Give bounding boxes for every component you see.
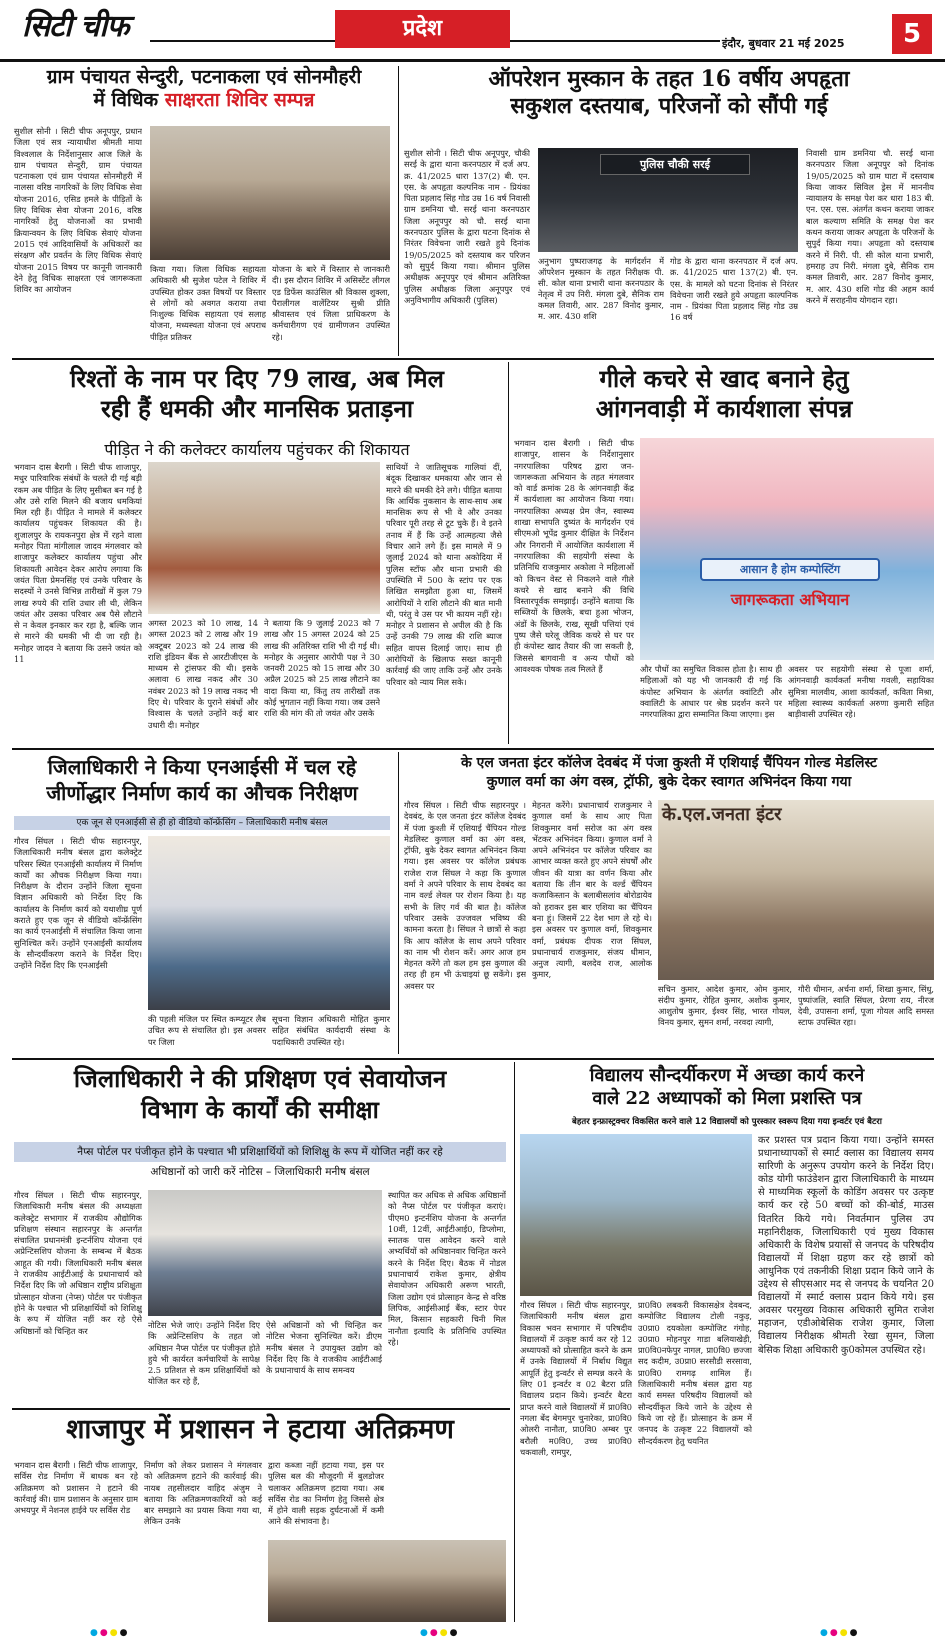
article7-column4: स्थापित कर अधिक से अधिक अधिष्ठानों को नैप्स पोर्टल पर पंजीकृत कराएं। पीएम0 इन्टर्नशिप योजना के अन्तर्गत 10वीं, 12वीं, आईटीआई0, डिप्लोमा, स्नातक पास आवेदन करने वाले अभ्यर्थियों को अधिष्ठानवार चिन्हित करने करने के निर्देश दिए। बैठक में नोडल प्रधानाचार्य राकेश कुमार, क्षेत्रीय सेवायोजन अधिकारी अरूण भारती, जिला उद्योग एवं प्रोत्साहन केन्द्र से वरिष्ठ लिपिक, आईसीआई बैंक, स्टार पेपर मिल, किसान सहकारी चिनी मिल नानौता इत्यादि के प्रतिनिधि उपस्थित रहे।: [388, 1190, 506, 1347]
article8-headline-line1: विद्यालय सौन्दर्यीकरण में अच्छा कार्य करने: [589, 1065, 865, 1086]
article2-headline: [404, 66, 934, 120]
article7-photo: [148, 1190, 382, 1316]
article8-photo: [520, 1134, 752, 1296]
article5-headline-line2: जीर्णोद्धार निर्माण कार्य का औचक निरीक्षण: [46, 781, 358, 805]
article8-column2: प्रा0वि0 लबकरी विकासक्षेत्र देवबन्द, कम्पोजिट विद्यालय टोली नकुड़, उ0प्रा0 दयकोला कम्पोजिट गंगोह, उ0प्रा0 मोहनपुर गाडा बलियाखेड़ी, प्रा0वि0नफेपुर नागल, प्रा0वि0 छज्जा सद कदीम, उ0प्रा0 सरसौडी सरसावा, प्रा0वि0 रामगढ़ शामिल हैं। जिलाधिकारी मनीष बंसल द्वारा यह कार्य समस्त परिषदीय विद्यालयों को सौन्दर्यीकृत किये जाने के उद्देश्य से किये जा रहे हैं। प्रोत्साहन के क्रम में जनपद के उत्कृष्ट 22 विद्यालयों को सौन्दर्यकरण हेतु चयनित: [638, 1300, 752, 1446]
article4-column1: भगवान दास बैरागी । सिटी चीफ शाजापुर, शासन के निर्देशानुसार नगरपालिका परिषद द्वारा जन-जागरूकता अभियान के तहत मंगलवार को वार्ड क्रमांक 28 के आंगनवाड़ी केंद्र में कार्यशाला का आयोजन किया गया। नगरपालिका अध्यक्ष प्रेम जैन, स्वास्थ्य शाखा सभापति दुष्यंत के मार्गदर्शन एवं सीएमओ भूपेंद्र कुमार दीक्षित के निर्देशन और निगरानी में आयोजित कार्यशाला में नगरपालिका की सहयोगी संस्था के प्रतिनिधि राजकुमार अकोला ने महिलाओं को किचन वेस्ट से निकलने वाले गीले कचरे से खाद बनाने की विधि विस्तारपूर्वक समझाई। उन्होंने बताया कि सब्जियों के छिलके, बचा हुआ भोजन, अंडों के छिलके, राख, सूखी पत्तियां एवं पुष्प जैसे घरेलू जैविक कचरे से घर पर ही कंपोस्ट खाद तैयार की जा सकती है, जिससे बागवानी व अन्य पौधों को आवश्यक पोषक तत्व मिलते हैं: [514, 438, 634, 674]
article2-headline-line2: सकुशल दस्तयाब, परिजनों को सौंपी गई: [510, 92, 828, 119]
article2-column3: गोड के द्वारा थाना करनपठार में दर्ज अप. क्र. 41/2025 धारा 137(2) बी. एन. एस. के मामले को घटना दिनांक से निरंतर विवेचना जारी रखते हुये अपहृता काल्पनिक नाम - प्रियंका पिता प्रहलाद सिंह गोड उम्र 16 वर्ष: [670, 256, 798, 323]
article4-photo: [640, 438, 934, 660]
masthead-rule-right: [510, 40, 720, 42]
article3-photo: [148, 462, 380, 614]
article7-column1: गौरव सिंघल । सिटी चीफ सहारनपुर, जिलाधिकारी मनीष बंसल की अध्यक्षता कलेक्ट्रेट सभागार में राजकीय औद्योगिक प्रशिक्षण संस्थान सहारनपुर के अन्तर्गत संचालित प्रधानमंत्री इन्टर्नशिप योजना एवं अप्रेन्टिसशिप योजना के सम्बन्ध में बैठक आहूत की गयी। जिलाधिकारी मनीष बंसल ने राजकीय आईटीआई के प्रधानाचार्य को निर्देश दिए कि जो अधिष्ठान राष्ट्रीय प्रशिक्षुता प्रोत्साहन योजना (नेप्स) पोर्टल पर पंजीकृत होने के पश्चात भी प्रशिक्षार्थियों को शिशिक्षु के रूप में योजित नहीं कर रहे ऐसे अधिष्ठानों को चिन्हित कर: [14, 1190, 142, 1336]
article8-headline-line2: वाले 22 अध्यापकों को मिला प्रशस्ति पत्र: [592, 1088, 862, 1110]
section-rule: [12, 748, 934, 750]
article6-caption1: सचिन कुमार, आदेश कुमार, ओम कुमार, संदीप कुमार, रोहित कुमार, अशोक कुमार, आशुतोष कुमार, ईश्वर सिंह, भारत गोयल, विनय कुमार, सुमन शर्मा, नरवदा त्यागी,: [658, 984, 792, 1027]
article6-photo: [658, 800, 934, 980]
article6-headline-line1: के एल जनता इंटर कॉलेज देवबंद में पंजा कुश्ती में एशियाई चैंपियन गोल्ड मेडलिस्ट: [460, 755, 878, 771]
article8-column3: कर प्रशस्त पत्र प्रदान किया गया। उन्होंने समस्त प्रधानाध्यापकों से स्मार्ट क्लास का विद्यालय समय सारिणी के अनुरूप उपयोग करने के निर्देश दिए। कोड योगी फाउंडेशन द्वारा जिलाधिकारी के माध्यम से माध्यमिक स्कूलों के कोडिंग अवसर पर उत्कृष्ट कार्य कर रहे 50 बच्चों को की-बोर्ड, माउस वितरित किये गये। निवर्तमान पुलिस उप महानिरीक्षक, जिलाधिकारी एवं मुख्य विकास अधिकारी के विशेष प्रयासों से जनपद के परिषदीय विद्यालयों में शिक्षा ग्रहण कर रहे छात्रों को आधुनिक एवं तकनीकी शिक्षा प्रदान किये जाने के उद्देश्य से सीएसआर मद से जनपद के चयनित 20 विद्यालयों में स्मार्ट क्लास प्रदान किये गये। इस अवसर परमुख्य विकास अधिकारी सुमित राजेश महाजन, एडीओबेसिक राजेश कुमार, जिला विद्यालय निरीक्षक श्रीमती रेखा सुमन, जिला बेसिक शिक्षा अधिकारी कु0कोमल उपस्थित रहे।: [758, 1135, 934, 1356]
article8-column1: गौरव सिंघल । सिटी चीफ सहारनपुर, जिलाधिकारी मनीष बंसल द्वारा विकास भवन सभागार में परिषदीय विद्यालयों में उत्कृष्ट कार्य कर रहे 12 अध्यापकों को प्रोत्साहित करने के क्रम में उनके विद्यालयों में निर्बाध विद्युत आपूर्ति हेतु इन्वर्टर से सम्पन्न करने के लिए 01 इन्वर्टर व 02 बैटरा प्रति विद्यालय प्रदान किये। इन्वर्टर बैटरा प्राप्त करने वाले विद्यालयों में प्रा0वि0 नगला बेंद बेगमपुर चुनारेका, प्रा0वि0 ओलरी नानौता, प्रा0वि0 अम्बर पुर बरौली म0वि0, उच्च प्रा0वि0 चकवाली, रामपुर,: [520, 1300, 632, 1457]
article7-column3: ऐसे अधिष्ठानों को भी चिन्हित कर नोटिस भेजना सुनिश्चित करें। डीएम मनीष बंसल ने उपायुक्त उद्योग को निर्देश दिए कि वे राजकीय आईटीआई के प्रधानाचार्य के साथ समन्वय: [266, 1320, 382, 1376]
article1-headline-line2: [14, 89, 394, 112]
masthead: [0, 0, 945, 62]
article9-column2: निर्माण को लेकर प्रशासन ने मंगलवार को अतिक्रमण हटाने की कार्रवाई की। नायब तहसीलदार वाहिद अंजुम ने बताया कि अतिक्रमणकारियों को कई बार समझाने का प्रयास किया गया था, लेकिन उनके: [144, 1460, 262, 1527]
page-number: 5: [892, 14, 932, 54]
article3-column4: साथियों ने जातिसूचक गालियां दीं, बंदूक दिखाकर धमकाया और जान से मारने की धमकी देने लगे। पीड़ित बताया कि आर्थिक नुकसान के साथ-साथ अब मानसिक रूप से भी वे और उनका परिवार पूरी तरह से टूट चुके हैं। वे इतने तनाव में हैं कि उन्हें आत्महत्या जैसे विचार आने लगे हैं। इस मामले में 9 जुलाई 2024 को थाना अकोदिया में पुलिस स्टॉफ और थाना प्रभारी की उपस्थिति में 500 के स्टांप पर एक लिखित समझौता हुआ था, जिसमें आरोपियों ने राशि लौटाने की बात मानी थी, परंतु वे उस पर भी कायम नहीं रहे। मनोहर ने प्रशासन से अपील की है कि उन्हें उनकी 79 लाख की राशि ब्याज सहित वापस दिलाई जाए। साथ ही आरोपियों के खिलाफ सख्त कानूनी कार्रवाई की जाए ताकि उन्हें और उनके परिवार को न्याय मिल सके।: [386, 462, 502, 687]
article4-banner-title: जागरूकता अभियान: [730, 590, 850, 609]
article4-banner-text: आसान है होम कम्पोस्टिंग: [700, 558, 880, 581]
article3-column3: ने बताया कि 9 जुलाई 2023 को 7 लाख और 15 अगस्त 2024 को 25 लाख की अतिरिक्त राशि भी दी गई थी। मनोहर के अनुसार आरोपी पक्ष ने 30 जनवरी 2025 को 15 लाख और 30 अप्रैल 2025 को 25 लाख लौटाने का वादा किया था, किंतु तय तारीखों तक कोई भुगतान नहीं किया गया। जब उसने राशि की मांग की तो जयंत और उसके: [264, 618, 380, 719]
article7-subheadline: [14, 1142, 506, 1182]
article5-headline: [14, 754, 390, 806]
article4-column3: अवसर पर सहयोगी संस्था से पूजा शर्मा, आंगनवाड़ी कार्यकर्ता मनीषा गवली, सहायिका सुमित्रा मालवीय, आशा कार्यकर्ता, कविता मिश्रा, महिला स्वास्थ्य कार्यकर्ता अरुणा कुमारी सहित बाड़ीवासी उपस्थित रहे।: [788, 664, 934, 720]
article4-headline-line1: गीले कचरे से खाद बनाने हेतु: [599, 364, 849, 393]
article9-photo: [268, 1540, 506, 1622]
column-divider: [398, 752, 399, 1054]
section-rule: [12, 358, 934, 360]
article3-column2: अगस्त 2023 को 10 लाख, 14 अगस्त 2023 को 2 लाख और 19 अक्टूबर 2023 को 24 लाख की राशि इंडियन बैंक से आरटीजीएस के माध्यम से ट्रांसफर की थी। इसके अलावा 6 लाख नकद और 30 नवंबर 2023 को 19 लाख नकद भी दिए थे। परिवार के पुराने संबंधों और विश्वास के चलते उन्होंने कई बार उधारी दी। मनोहर: [148, 618, 258, 730]
article7-column2: नोटिस भेजे जाएं। उन्होंने निर्देश दिए कि अप्रेन्टिसशिप के तहत जो अधिष्ठान नैप्स पोर्टल पर पंजीकृत होते हुये भी कार्यरत कर्मचारियों के सापेक्ष 2.5 प्रतिशत से कम प्रशिक्षार्थियों को योजित कर रहे हैं,: [148, 1320, 260, 1387]
article6-caption2: गौरी धीमान, अर्चना शर्मा, शिखा कुमार, सिंधु, पुष्पांजलि, स्वाति सिंघल, प्रेरणा राय, नीरज देवी, उपासना शर्मा, पूजा गोयल आदि समस्त स्टाफ उपस्थित रहा।: [798, 984, 934, 1027]
article7-subheadline-line2: अधिष्ठानों को जारी करें नोटिस – जिलाधिकारी मनीष बंसल: [14, 1162, 506, 1182]
article1-headline-highlight: साक्षरता शिविर सम्पन्न: [164, 89, 315, 112]
article6-headline-line2: कुणाल वर्मा का अंग वस्त्र, ट्रॉफी, बुके देकर स्वागत अभिनंदन किया गया: [486, 773, 852, 790]
registration-marks: ●●●●: [820, 1628, 860, 1638]
article2-photo-sign: पुलिस चौकी सरई: [600, 154, 750, 175]
article1-photo: [150, 126, 390, 260]
article3-column1: भगवान दास बैरागी । सिटी चीफ शाजापुर, मधुर पारिवारिक संबंधों के चलते दी गई बड़ी रकम अब पीड़ित के लिए मुसीबत बन गई है और उसे राशि मिलने की बजाय धमकियां मिल रही हैं। पीड़ित ने मामले में कलेक्टर कार्यालय पहुंचकर शिकायत की है। शुजालपुर के रायकनपुरा क्षेत्र में रहने वाला मनोहर पिता मांगीलाल जादव मंगलवार को शाजापुर कलेक्टर कार्यालय पहुंचा और शिकायती आवेदन देकर आरोप लगाया कि जयंत पिता प्रेमनसिंह एवं उनके परिवार के सदस्यों ने उनसे विभिन्न तारीखों में कुल 79 लाख रुपये की राशि उधार ली थी, लेकिन जयंत और उसका परिवार अब पैसे लौटाने से न केवल इनकार कर रहा है, बल्कि जान से मारने की धमकी भी दी जा रही है। मनोहर जादव ने बताया कि उसने जयंत को 11: [14, 462, 142, 665]
article3-subheadline: पीड़ित ने की कलेक्टर कार्यालय पहुंचकर की शिकायत: [104, 440, 410, 459]
article7-headline-line1: जिलाधिकारी ने की प्रशिक्षण एवं सेवायोजन: [73, 1064, 447, 1093]
article9-column3: द्वारा कब्जा नहीं हटाया गया, इस पर पुलिस बल की मौजूदगी में बुलडोजर चलाकर अतिक्रमण हटाया गया। अब सर्विस रोड का निर्माण हेतु जिससे क्षेत्र में होने वाली सड़क दुर्घटनाओं में कमी आने की संभावना है।: [268, 1460, 384, 1527]
article5-column2: की पहली मंजिल पर स्थित कम्प्यूटर लैब उचित रूप से संचालित हो। इस अवसर पर जिला: [148, 1014, 266, 1047]
article7-subheadline-line1: नैप्स पोर्टल पर पंजीकृत होने के पश्चात भी प्रशिक्षार्थियों को शिशिक्षु के रूप में योजित नहीं कर रहे: [77, 1146, 443, 1158]
article2-photo: [538, 148, 798, 252]
registration-marks: ●●●●: [90, 1628, 130, 1638]
article3-headline-line1: रिश्तों के नाम पर दिए 79 लाख, अब मिल: [70, 364, 444, 393]
article2-column2: अनुभाग पुष्पराजगढ़ के मार्गदर्शन में ऑपरेशन मुस्कान के तहत निरीक्षक पी. सी. कोल थाना प्रभारी थाना करनपठार के नेतृत्व में उप निरी. मंगला दुबे, सैनिक राम कमल तिवारी, आर. 287 विनोद कुमार, म. आर. 430 शशि: [538, 256, 664, 321]
article8-subheadline: बेहतर इन्फ्रास्ट्रक्चर विकसित करने वाले 12 विद्यालयों को पुरस्कार स्वरूप दिया गया इन्वर्टर एवं बैटरा: [572, 1117, 882, 1127]
masthead-rule-left: [150, 40, 340, 42]
section-rule: [12, 1408, 510, 1410]
article7-headline: [14, 1064, 506, 1125]
article8-headline: [520, 1064, 934, 1111]
article1-headline: [14, 66, 394, 112]
article6-headline: [404, 754, 934, 792]
column-divider: [398, 66, 399, 356]
article2-headline-line1: ऑपरेशन मुस्कान के तहत 16 वर्षीय अपहृता: [488, 66, 850, 92]
article4-column2: और पौधों का समुचित विकास होता है। साथ ही महिलाओं को यह भी जानकारी दी गई कि कंपोस्ट अभियान के अंतर्गत क्वांटिटी और क्वालिटी के आधार पर श्रेष्ठ प्रदर्शन करने पर नगरपालिका द्वारा सम्मानित किया जाएगा। इस: [640, 664, 782, 720]
article9-column1: भगवान दास बैरागी । सिटी चीफ शाजापुर, सर्विस रोड निर्माण में बाधक बन रहे अतिक्रमण को प्रशासन ने हटाने की कार्रवाई की। ग्राम प्रशासन के अनुसार ग्राम अभयपुर में नेशनल हाईवे पर सर्विस रोड: [14, 1460, 138, 1516]
article3-headline: [14, 364, 500, 424]
article5-column1: गौरव सिंघल । सिटी चीफ सहारनपुर, जिलाधिकारी मनीष बंसल द्वारा कलेक्ट्रेट परिसर स्थित एनआईसी कार्यालय में निर्माण कार्यों का औचक निरीक्षण किया गया। निरीक्षण के दौरान उन्होंने जिला सूचना विज्ञान अधिकारी को निर्देश दिए कि कार्यालय के निर्माण कार्य को यथाशीघ्र पूर्ण कराते हुए एक जून से वीडियो कॉन्फ्रेंसिंग का कार्य एनआईसी में संचालित किया जाना सुनिश्चित करें। उन्होंने एनआईसी कार्यालय के सौन्दर्यीकरण कराने के निर्देश दिए। उन्होंने निर्देश दिए कि एनआईसी: [14, 836, 142, 971]
article5-photo: [148, 836, 390, 1010]
column-divider: [514, 1062, 515, 1622]
article1-headline-line1: ग्राम पंचायत सेन्दुरी, पटनाकला एवं सोनमौहरी: [46, 66, 362, 88]
article1-column2: किया गया। जिला विधिक सहायता अधिकारी श्री सुजेश पटेल ने शिविर में उपस्थित होकर उक्त विषयों पर विस्तार से लोगों को अवगत कराया तथा निःशुल्क विधिक सहायता एवं सलाह योजना, मध्यस्थता योजना एवं अपराध पीड़ित प्रतिकर: [150, 264, 266, 342]
article9-headline: शाजापुर में प्रशासन ने हटाया अतिक्रमण: [66, 1414, 454, 1445]
registration-marks: ●●●●: [420, 1628, 460, 1638]
article7-headline-line2: विभाग के कार्यों की समीक्षा: [141, 1094, 379, 1124]
newspaper-title: सिटी चीफ: [22, 9, 129, 44]
section-rule: [12, 1058, 934, 1060]
article6-column2: मेहनत करेंगे। प्रधानाचार्य राजकुमार ने कुणाल वर्मा के साथ आए पिता शिवकुमार वर्मा सरोज का अंग वस्त्र भेंटकर अभिनंदन किया। कुणाल वर्मा ने अपने अभिनंदन पर कॉलेज परिवार का आभार व्यक्त करते हुए अपने संघर्षों और जीवन की यात्रा का वर्णन किया और बताया कि तीन बार के वर्ल्ड चैंपियन कजाकिस्तान के बलाबीसलांव बोरोडायेव को हराकर इस बार एशिया का चैंपियन बना हूं। जिसमें 22 देश भाग ले रहे थे। इस अवसर पर कुणाल वर्मा, शिवकुमार वर्मा, प्रबंधक दीपक राज सिंघल, प्रधानाचार्य राजकुमार, संजय धीमान, अनुज त्यागी, बलदेव राज, आलोक कुमार,: [532, 800, 652, 980]
article3-headline-line2: रही हैं धमकी और मानसिक प्रताड़ना: [100, 394, 414, 423]
article2-column1: सुशील सोनी । सिटी चीफ अनूपपुर, चौकी सरई के द्वारा थाना करनपठार में दर्ज अप. क्र. 41/2025 धारा 137(2) बी. एन. एस. के अपहृता कल्पनिक नाम - प्रियंका पिता प्रहलाद सिंह गोड उम्र 16 वर्ष निवासी ग्राम डमनिया चौ. सरई थाना करनपठार जिला अनूपपुर को चौ. सरई थाना करनपठार पुलिस के द्वारा घटना दिनांक से निरंतर विवेचना जारी रखते हुये दिनांक 19/05/2025 को दस्तयाब कर परिजन को सुपुर्द किया गया। श्रीमान पुलिस अधीक्षक अनूपपुर एवं श्रीमान अतिरिक्त पुलिस अधीक्षक जिला अनूपपुर एवं अनुविभागीय अधिकारी (पुलिस): [404, 148, 530, 305]
article6-column1: गौरव सिंघल । सिटी चीफ सहारनपुर । देवबंद, के एल जनता इंटर कॉलेज देवबंद में पंजा कुश्ती में एशियाई चैंपियन गोल्ड मेडलिस्ट कुणाल वर्मा का अंग वस्त्र, ट्रॉफी, बुके देकर स्वागत अभिनंदन किया गया। इस अवसर पर कॉलेज प्रबंधक राजेश राज सिंघल ने कहा कि कुणाल वर्मा ने अपने परिवार के साथ देवबंद का नाम वर्ल्ड लेवल पर रोशन किया है। यह सभी के लिए गर्व की बात है। कॉलेज परिवार उसके उज्जवल भविष्य की कामना करता है। सिंघल ने छात्रों से कहा कि आप कॉलेज के साथ अपने परिवार का नाम भी रोशन करें। अगर आज हम मेहनत करेंगे तो कल हम इस कुणाल की तरह ही हम भी ऊंचाइयां छू सकेंगे। इस अवसर पर: [404, 800, 526, 991]
article5-column3: सूचना विज्ञान अधिकारी मोहित कुमार सहित संबंधित कार्यदायी संस्था के पदाधिकारी उपस्थित रहे।: [272, 1014, 390, 1047]
article4-headline-line2: आंगनवाड़ी में कार्यशाला संपन्न: [595, 394, 853, 423]
section-tab: प्रदेश: [335, 10, 510, 48]
article1-column3: योजना के बारे में विस्तार से जानकारी दी। इस दौरान शिविर में असिस्टेंट लीगल एड डिफेंस काउंसिल श्री विकास शुक्ला, पैरालीगल वालेंटियर सुश्री प्रीति श्रीवास्तव एवं जिला प्राधिकरण के कर्मचारीगण एवं ग्रामीणजन उपस्थित रहे।: [272, 264, 390, 342]
article5-headline-line1: जिलाधिकारी ने किया एनआईसी में चल रहे: [47, 755, 357, 779]
article1-headline-line2a: में विधिक: [93, 89, 165, 112]
article2-column4: निवासी ग्राम डमनिया चौ. सरई थाना करनपठार जिला अनूपपुर को दिनांक 19/05/2025 को ग्राम घाटा में दस्तयाब किया जाकर सिविल ड्रेस में माननीय न्यायालय के समक्ष पेश कर धारा 183 बी. एन. एस. एस. अंतर्गत कथन कराया जाकर बाल कल्याण समिति के समक्ष पेश कर कथन कराया जाकर अपहृता के परिजनों के सुपुर्द किया गया। अपहृता को दस्तयाब करने में निरी. पी. सी कोल थाना प्रभारी, हमराह उप निरी. मंगला दुबे, सैनिक राम कमल तिवारी, आर. 287 विनोद कुमार, म. आर. 430 शशि गोड की अहम कार्य करने में सराहनीय योगदान रहा।: [806, 148, 934, 305]
article1-column1: सुशील सोनी । सिटी चीफ अनूपपुर, प्रधान जिला एवं सत्र न्यायाधीश श्रीमती माया विश्वलाल के निर्देशानुसार आज जिले के ग्राम पंचायत सेन्दुरी, ग्राम पंचायत पटनाकला एवं ग्राम पंचायत सोनमौहरी में नालसा वरिष्ठ नागरिकों के लिए विधिक सेवा योजना 2016, एसिड हमले के पीड़ितों के लिए विधिक सेवा योजना 2016, वरिष्ठ नागरिकों हेतु योजनाओं का प्रभावी क्रियान्वयन के लिए विधिक सेवाएं योजना 2015 एवं आदिवासियों के अधिकारों का संरक्षण और प्रवर्तन के लिए विधिक सेवाएं योजना 2015 विषय पर कानूनी जानकारी देने हेतु विधिक साक्षरता एवं जागरूकता शिविर का आयोजन: [14, 126, 142, 295]
article4-headline: [514, 364, 934, 424]
edition-date: इंदौर, बुधवार 21 मई 2025: [722, 37, 845, 50]
column-divider: [508, 362, 509, 744]
article5-subheadline: एक जून से एनआईसी से ही हो वीडियो कॉन्फ्रेंसिंग – जिलाधिकारी मनीष बंसल: [14, 816, 390, 830]
article6-photo-sign: के.एल.जनता इंटर: [662, 804, 782, 825]
